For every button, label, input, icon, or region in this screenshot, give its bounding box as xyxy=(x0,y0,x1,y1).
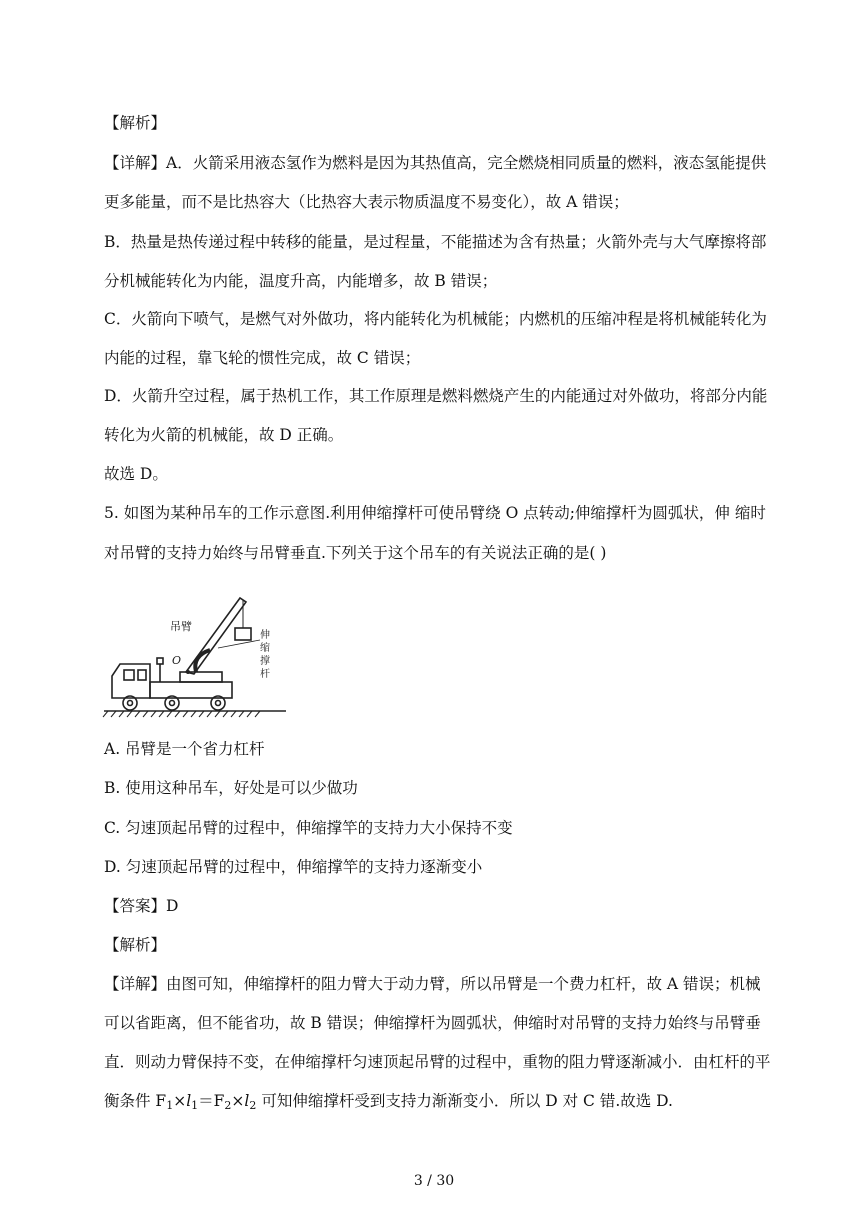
crane-diagram xyxy=(100,580,290,720)
q5-option-c: C. 匀速顶起吊臂的过程中，伸缩撑竿的支持力大小保持不变 xyxy=(104,819,513,837)
cab-window xyxy=(124,670,134,680)
q4-detail-d-line2: 转化为火箭的机械能，故 D 正确。 xyxy=(104,426,344,444)
q5-detail-line4: 衡条件 $F_1\times l_1=F_2\times l_2$ 可知伸缩撑杆受到支持力渐渐变小．所以 D 对 C 错.故选 D. xyxy=(104,1092,673,1112)
q5-option-a: A. 吊臂是一个省力杠杆 xyxy=(104,740,265,758)
crane-base xyxy=(180,672,222,682)
pivot-point-o xyxy=(186,670,190,674)
q5-stem-line2: 对吊臂的支持力始终与吊臂垂直.下列关于这个吊车的有关说法正确的是( ) xyxy=(104,544,607,562)
truck-cab xyxy=(112,664,150,698)
q4-detail-d-line1: D．火箭升空过程，属于热机工作，其工作原理是燃料燃烧产生的内能通过对外做功，将部分内能 xyxy=(104,387,768,405)
q4-detail-c-line1: C．火箭向下喷气，是燃气对外做功，将内能转化为机械能；内燃机的压缩冲程是将机械能转化为 xyxy=(104,310,767,328)
q4-detail-a-line1: 【详解】A．火箭采用液态氢作为燃料是因为其热值高，完全燃烧相同质量的燃料，液态氢能提供 xyxy=(104,154,767,172)
analysis-label: 【解析】 xyxy=(104,114,167,132)
q4-detail-b-line1: B．热量是热传递过程中转移的能量，是过程量，不能描述为含有热量；火箭外壳与大气摩擦将部 xyxy=(104,233,767,251)
q5-option-d: D. 匀速顶起吊臂的过程中，伸缩撑竿的支持力逐渐变小 xyxy=(104,858,483,876)
q5-stem-line1: 5. 如图为某种吊车的工作示意图.利用伸缩撑杆可使吊臂绕 O 点转动;伸缩撑杆为圆弧状，伸 缩时 xyxy=(104,504,766,522)
q5-answer: 【答案】D xyxy=(104,897,179,915)
q5-detail-line3: 直．则动力臂保持不变，在伸缩撑杆匀速顶起吊臂的过程中，重物的阻力臂逐渐减小．由杠杆的平 xyxy=(104,1053,771,1071)
label-arm: 吊臂 xyxy=(170,620,192,633)
page-number: 3 / 30 xyxy=(413,1173,455,1189)
q4-detail-a-line2: 更多能量，而不是比热容大（比热容大表示物质温度不易变化），故 A 错误； xyxy=(104,193,629,211)
label-o: O xyxy=(172,654,182,667)
label-rod: 伸 缩 撑 杆 xyxy=(260,630,270,680)
q5-analysis-label: 【解析】 xyxy=(104,936,167,954)
q5-detail-line1: 【详解】由图可知，伸缩撑杆的阻力臂大于动力臂，所以吊臂是一个费力杠杆，故 A 错误；机械 xyxy=(104,975,761,993)
q4-detail-c-line2: 内能的过程，靠飞轮的惯性完成，故 C 错误； xyxy=(104,349,421,367)
q5-option-b: B. 使用这种吊车，好处是可以少做功 xyxy=(104,779,358,797)
q4-conclusion: 故选 D。 xyxy=(104,465,168,483)
ground-hatch xyxy=(103,711,260,717)
q4-detail-b-line2: 分机械能转化为内能，温度升高，内能增多，故 B 错误； xyxy=(104,272,498,290)
q5-detail-line2: 可以省距离，但不能省功，故 B 错误；伸缩撑杆为圆弧状，伸缩时对吊臂的支持力始终与吊臂垂 xyxy=(104,1014,761,1032)
load-box xyxy=(235,628,251,640)
